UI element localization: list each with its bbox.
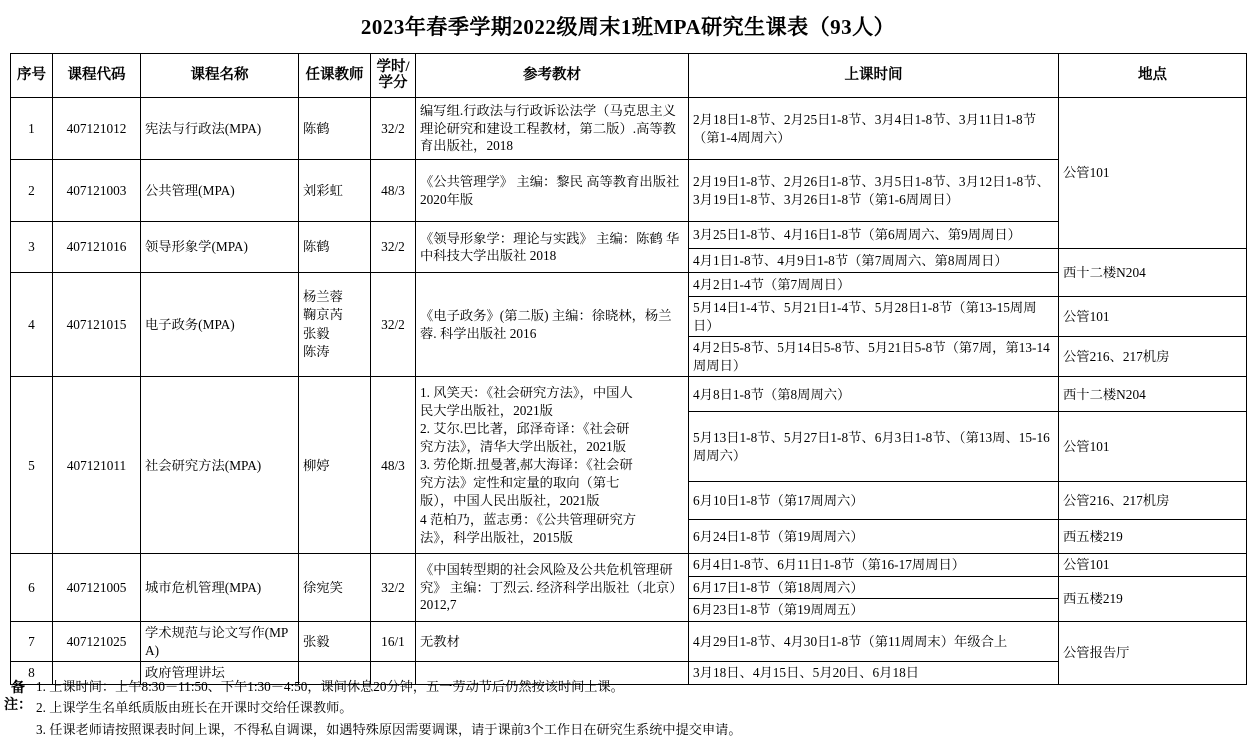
teacher-name: 鞠京芮 bbox=[303, 307, 343, 323]
cell-no: 4 bbox=[11, 273, 53, 377]
cell-location: 公管报告厅 bbox=[1059, 622, 1247, 685]
textbook-line: 1. 风笑天：《社会研究方法》，中国人 bbox=[420, 385, 633, 401]
cell-hours-credit: 48/3 bbox=[371, 160, 416, 222]
cell-teacher bbox=[299, 273, 371, 377]
header-class-time: 上课时间 bbox=[689, 54, 1059, 98]
header-course-name: 课程名称 bbox=[141, 54, 299, 98]
cell-course-code: 407121016 bbox=[53, 222, 141, 273]
cell-class-time: 6月17日1-8节（第18周周六） bbox=[689, 576, 1059, 599]
textbook-line: 3. 劳伦斯.扭曼著,郝大海译：《社会研 bbox=[420, 457, 633, 473]
course-schedule-table bbox=[10, 53, 1247, 684]
header-course-code: 课程代码 bbox=[53, 54, 141, 98]
header-textbook: 参考教材 bbox=[416, 54, 689, 98]
cell-no: 3 bbox=[11, 222, 53, 273]
cell-course-code: 407121003 bbox=[53, 160, 141, 222]
table-row bbox=[11, 554, 1247, 577]
textbook-line: 民大学出版社，2021版 bbox=[420, 403, 553, 419]
page-title: 2023年春季学期2022级周末1班MPA研究生课表（93人） bbox=[360, 15, 896, 39]
cell-class-time: 2月19日1-8节、2月26日1-8节、3月5日1-8节、3月12日1-8节、3月19日1-8节、3月26日1-8节（第1-6周周日） bbox=[689, 160, 1059, 222]
note-item: 3. 任课老师请按照课表时间上课，不得私自调课，如遇特殊原因需要调课，请于课前3个工作日在研究生系统中提交申请。 bbox=[36, 721, 742, 737]
cell-course-code: 407121005 bbox=[53, 554, 141, 622]
cell-course-code: 407121012 bbox=[53, 98, 141, 160]
cell-teacher: 陈鹤 bbox=[299, 222, 371, 273]
teacher-name: 张毅 bbox=[303, 325, 330, 341]
cell-textbook bbox=[416, 377, 689, 554]
cell-textbook: 编写组.行政法与行政诉讼法学（马克思主义理论研究和建设工程教材，第二版）.高等教育出版社，2018 bbox=[416, 98, 689, 160]
cell-teacher: 徐宛笑 bbox=[299, 554, 371, 622]
table-header-row bbox=[11, 54, 1247, 98]
cell-location: 西十二楼N204 bbox=[1059, 249, 1247, 297]
cell-location: 公管101 bbox=[1059, 554, 1247, 577]
cell-textbook: 《领导形象学：理论与实践》 主编：陈鹤 华中科技大学出版社 2018 bbox=[416, 222, 689, 273]
cell-class-time: 4月29日1-8节、4月30日1-8节（第11周周末）年级合上 bbox=[689, 622, 1059, 662]
notes-list bbox=[36, 676, 1256, 740]
header-hours-credit-line1: 学时/ bbox=[376, 58, 410, 75]
cell-class-time: 4月1日1-8节、4月9日1-8节（第7周周六、第8周周日） bbox=[689, 249, 1059, 273]
header-hours-credit-line2: 学分 bbox=[378, 74, 408, 91]
table-row bbox=[11, 98, 1247, 160]
header-teacher: 任课教师 bbox=[299, 54, 371, 98]
cell-location: 公管101 bbox=[1059, 412, 1247, 482]
cell-class-time: 3月25日1-8节、4月16日1-8节（第6周周六、第9周周日） bbox=[689, 222, 1059, 249]
cell-class-time: 5月14日1-4节、5月21日1-4节、5月28日1-8节（第13-15周周日） bbox=[689, 297, 1059, 337]
cell-teacher: 刘彩虹 bbox=[299, 160, 371, 222]
cell-location: 公管101 bbox=[1059, 98, 1247, 249]
cell-textbook: 《电子政务》(第二版) 主编：徐晓林，杨兰蓉. 科学出版社 2016 bbox=[416, 273, 689, 377]
cell-course-code: 407121011 bbox=[53, 377, 141, 554]
cell-location: 公管216、217机房 bbox=[1059, 482, 1247, 520]
textbook-line: 究方法》，清华大学出版社，2021版 bbox=[420, 439, 627, 455]
cell-course-name: 政府管理讲坛 bbox=[141, 662, 299, 685]
cell-course-code: 407121025 bbox=[53, 622, 141, 662]
teacher-name: 杨兰蓉 bbox=[303, 289, 343, 305]
teacher-name: 陈涛 bbox=[303, 344, 330, 360]
cell-class-time: 5月13日1-8节、5月27日1-8节、6月3日1-8节、（第13周、15-16周周六） bbox=[689, 412, 1059, 482]
textbook-line: 版），中国人民出版社，2021版 bbox=[420, 493, 600, 509]
cell-hours-credit: 16/1 bbox=[371, 622, 416, 662]
cell-location: 公管101 bbox=[1059, 297, 1247, 337]
cell-course-name: 领导形象学(MPA) bbox=[141, 222, 299, 273]
textbook-line: 4 范柏乃，蓝志勇：《公共管理研究方 bbox=[420, 511, 637, 527]
cell-teacher: 陈鹤 bbox=[299, 98, 371, 160]
cell-location: 西五楼219 bbox=[1059, 520, 1247, 554]
cell-course-name: 学术规范与论文写作(MPA) bbox=[141, 622, 299, 662]
notes-section bbox=[0, 676, 1256, 740]
cell-class-time: 3月18日、4月15日、5月20日、6月18日 bbox=[689, 662, 1059, 685]
cell-no: 1 bbox=[11, 98, 53, 160]
cell-no: 8 bbox=[11, 662, 53, 685]
cell-class-time: 6月23日1-8节（第19周周五） bbox=[689, 599, 1059, 622]
header-no: 序号 bbox=[11, 54, 53, 98]
cell-teacher: 张毅 bbox=[299, 622, 371, 662]
cell-hours-credit: 48/3 bbox=[371, 377, 416, 554]
cell-location: 公管216、217机房 bbox=[1059, 337, 1247, 377]
cell-course-name: 电子政务(MPA) bbox=[141, 273, 299, 377]
textbook-line: 2. 艾尔.巴比著，邱泽奇译：《社会研 bbox=[420, 421, 630, 437]
cell-hours-credit: 32/2 bbox=[371, 554, 416, 622]
table-row bbox=[11, 622, 1247, 662]
cell-hours-credit: 32/2 bbox=[371, 98, 416, 160]
cell-no: 7 bbox=[11, 622, 53, 662]
textbook-line: 究方法》定性和定量的取向（第七 bbox=[420, 475, 620, 491]
cell-course-name: 社会研究方法(MPA) bbox=[141, 377, 299, 554]
textbook-line: 法》，科学出版社，2015版 bbox=[420, 529, 573, 545]
cell-class-time: 4月2日5-8节、5月14日5-8节、5月21日5-8节（第7周，第13-14周周日） bbox=[689, 337, 1059, 377]
cell-class-time: 6月4日1-8节、6月11日1-8节（第16-17周周日） bbox=[689, 554, 1059, 577]
table-row bbox=[11, 377, 1247, 412]
cell-textbook: 《公共管理学》 主编：黎民 高等教育出版社2020年版 bbox=[416, 160, 689, 222]
note-item: 2. 上课学生名单纸质版由班长在开课时交给任课教师。 bbox=[36, 700, 353, 716]
cell-course-code: 407121015 bbox=[53, 273, 141, 377]
notes-label bbox=[0, 676, 36, 714]
cell-location: 西十二楼N204 bbox=[1059, 377, 1247, 412]
cell-no: 5 bbox=[11, 377, 53, 554]
cell-no: 6 bbox=[11, 554, 53, 622]
cell-course-name: 城市危机管理(MPA) bbox=[141, 554, 299, 622]
cell-no: 2 bbox=[11, 160, 53, 222]
header-hours-credit bbox=[371, 54, 416, 98]
cell-textbook: 《中国转型期的社会风险及公共危机管理研究》 主编：丁烈云. 经济科学出版社（北京） 2012,7 bbox=[416, 554, 689, 622]
cell-textbook: 无教材 bbox=[416, 622, 689, 662]
cell-class-time: 6月24日1-8节（第19周周六） bbox=[689, 520, 1059, 554]
cell-course-name: 宪法与行政法(MPA) bbox=[141, 98, 299, 160]
cell-teacher: 柳婷 bbox=[299, 377, 371, 554]
cell-class-time: 2月18日1-8节、2月25日1-8节、3月4日1-8节、3月11日1-8节（第1-4周周六） bbox=[689, 98, 1059, 160]
note-item: 1. 上课时间：上午8:30－11:50、下午1:30－4:50，课间休息20分钟，五一劳动节后仍然按该时间上课。 bbox=[36, 679, 624, 694]
cell-class-time: 4月2日1-4节（第7周周日） bbox=[689, 273, 1059, 297]
cell-location: 西五楼219 bbox=[1059, 576, 1247, 621]
notes-label-line1: 备 bbox=[11, 681, 25, 696]
cell-class-time: 6月10日1-8节（第17周周六） bbox=[689, 482, 1059, 520]
header-location: 地点 bbox=[1059, 54, 1247, 98]
cell-hours-credit: 32/2 bbox=[371, 222, 416, 273]
cell-hours-credit: 32/2 bbox=[371, 273, 416, 377]
cell-course-name: 公共管理(MPA) bbox=[141, 160, 299, 222]
cell-class-time: 4月8日1-8节（第8周周六） bbox=[689, 377, 1059, 412]
notes-label-line2: 注： bbox=[4, 698, 32, 714]
